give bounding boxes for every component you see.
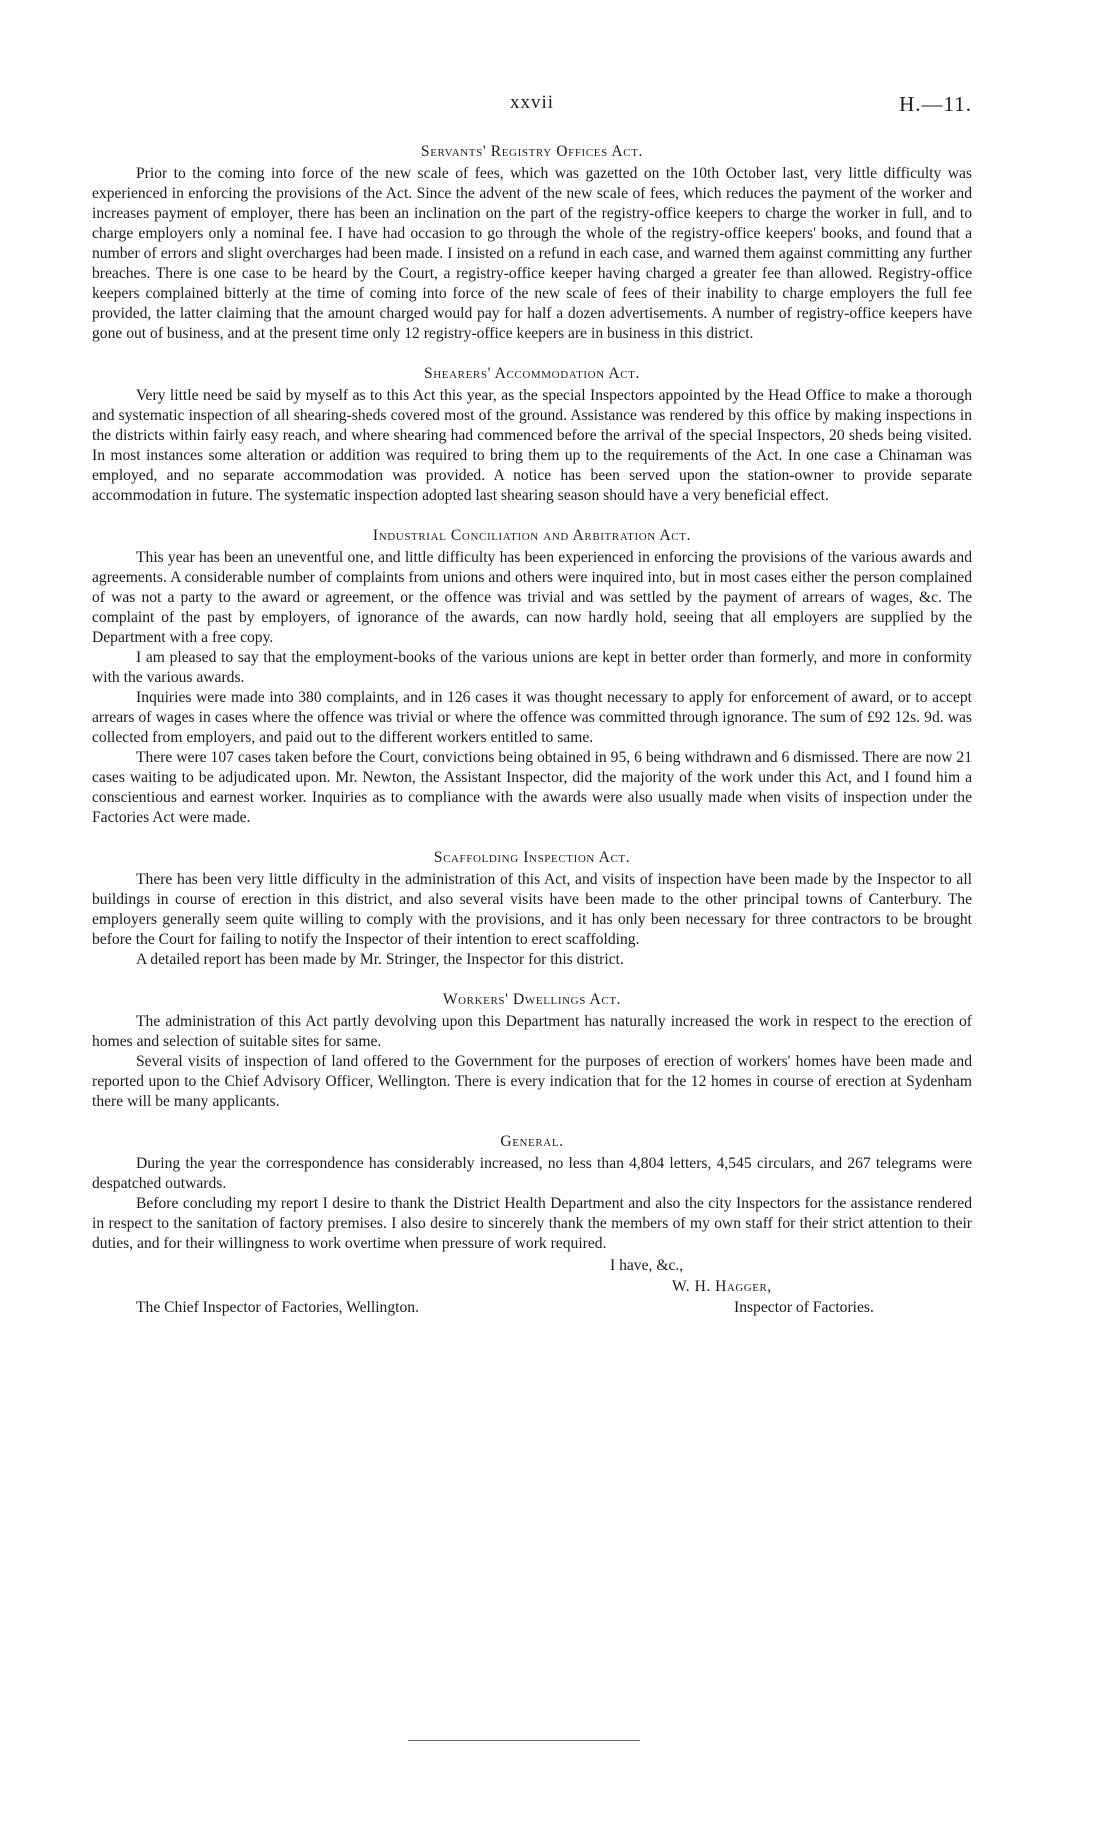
section-heading: General. bbox=[500, 1133, 564, 1150]
closing-line: I have, &c., bbox=[610, 1257, 684, 1274]
section-heading: Industrial Conciliation and Arbitration Act. bbox=[372, 527, 692, 544]
page-number: xxvii bbox=[509, 92, 555, 113]
section-workers-dwellings bbox=[92, 990, 972, 1112]
section-shearers-accommodation bbox=[92, 364, 972, 506]
paragraph: A detailed report has been made by Mr. Stringer, the Inspector for this district. bbox=[136, 951, 624, 968]
section-industrial-conciliation bbox=[92, 526, 972, 828]
paragraph: Very little need be said by myself as to this Act this year, as the special Inspectors appointed by the Head Office to make a thorough and systematic inspection of all shearing-sheds covered most of the ground. Assistance was rendered by this office by making inspections in the districts within fairly easy reach, and where shearing had commenced before the arrival of the special Inspectors, 20 sheds being visited. In most instances some alteration or addition was required to bring them up to the requirements of the Act. In one case a Chinaman was employed, and no separate accommodation was provided. A notice has been served upon the station-owner to provide separate accommodation in future. The systematic inspection adopted last shearing season should have a very beneficial effect. bbox=[92, 387, 972, 504]
paragraph: Before concluding my report I desire to thank the District Health Department and also the city Inspectors for the assistance rendered in respect to the sanitation of factory premises. I also desire to sincerely thank the members of my own staff for their strict attention to their duties, and for their willingness to work overtime when pressure of work required. bbox=[92, 1195, 972, 1252]
section-heading: Servants' Registry Offices Act. bbox=[420, 143, 644, 160]
closing-rule bbox=[408, 1740, 640, 1741]
paper-reference: H.—11. bbox=[899, 92, 972, 116]
paragraph: Inquiries were made into 380 complaints, and in 126 cases it was thought necessary to apply for enforcement of award, or to accept arrears of wages in cases where the offence was trivial or where the offence was committed through ignorance. The sum of £92 12s. 9d. was collected from employers, and paid out to the different workers entitled to same. bbox=[92, 689, 972, 746]
section-heading: Shearers' Accommodation Act. bbox=[423, 365, 640, 382]
signatory-name: W. H. Hagger, bbox=[672, 1278, 772, 1295]
section-general bbox=[92, 1132, 972, 1254]
paragraph: There were 107 cases taken before the Court, convictions being obtained in 95, 6 being withdrawn and 6 dismissed. There are now 21 cases waiting to be adjudicated upon. Mr. Newton, the Assistant Inspector, did the majority of the work under this Act, and I found him a conscientious and earnest worker. Inquiries as to compliance with the awards were also usually made when visits of inspection under the Factories Act were made. bbox=[92, 749, 972, 826]
section-servants-registry-offices bbox=[92, 142, 972, 344]
paragraph: I am pleased to say that the employment-books of the various unions are kept in better order than formerly, and more in conformity with the various awards. bbox=[92, 649, 972, 686]
section-heading: Workers' Dwellings Act. bbox=[442, 991, 622, 1008]
section-scaffolding-inspection bbox=[92, 848, 972, 970]
signoff-block bbox=[92, 1256, 972, 1340]
paragraph: This year has been an uneventful one, and little difficulty has been experienced in enforcing the provisions of the various awards and agreements. A considerable number of complaints from unions and others were inquired into, but in most cases either the person complained of was not a party to the award or agreement, or the offence was trivial and was settled by the payment of arrears of wages, &c. The complaint of the past by employers, of ignorance of the awards, can now hardly hold, seeing that all employers are supplied by the Department with a free copy. bbox=[92, 549, 972, 646]
paragraph: The administration of this Act partly devolving upon this Department has naturally increased the work in respect to the erection of homes and selection of suitable sites for same. bbox=[92, 1013, 972, 1050]
paragraph: Several visits of inspection of land offered to the Government for the purposes of erection of workers' homes have been made and reported upon to the Chief Advisory Officer, Wellington. There is every indication that for the 12 homes in course of erection at Sydenham there will be many applicants. bbox=[92, 1053, 972, 1110]
section-heading: Scaffolding Inspection Act. bbox=[433, 849, 631, 866]
paragraph: Prior to the coming into force of the new scale of fees, which was gazetted on the 10th October last, very little difficulty was experienced in enforcing the provisions of the Act. Since the advent of the new scale of fees, which reduces the payment of the worker and increases payment of employer, there has been an inclination on the part of the registry-office keepers to charge the worker in full, and to charge employers only a nominal fee. I have had occasion to go through the whole of the registry-office keepers' books, and found that a number of errors and slight overcharges had been made. I insisted on a refund in each case, and warned them against committing any further breaches. There is one case to be heard by the Court, a registry-office keeper having charged a greater fee than allowed. Registry-office keepers complained bitterly at the time of coming into force of the new scale of fees of their inability to charge employers the full fee provided, the latter claiming that the amount charged would pay for half a dozen advertisements. A number of registry-office keepers have gone out of business, and at the present time only 12 registry-office keepers are in business in this district. bbox=[92, 165, 972, 342]
signatory-title: Inspector of Factories. bbox=[734, 1299, 874, 1316]
paragraph: There has been very little difficulty in the administration of this Act, and visits of inspection have been made by the Inspector to all buildings in course of erection in this district, and also several visits have been made to the other principal towns of Canterbury. The employers generally seem quite willing to comply with the provisions, and it has only been necessary for three contractors to be brought before the Court for failing to notify the Inspector of their intention to erect scaffolding. bbox=[92, 871, 972, 948]
addressee: The Chief Inspector of Factories, Wellington. bbox=[136, 1299, 419, 1316]
report-body bbox=[92, 142, 972, 1340]
paragraph: During the year the correspondence has considerably increased, no less than 4,804 letters, 4,545 circulars, and 267 telegrams were despatched outwards. bbox=[92, 1155, 972, 1192]
running-head bbox=[92, 92, 972, 122]
